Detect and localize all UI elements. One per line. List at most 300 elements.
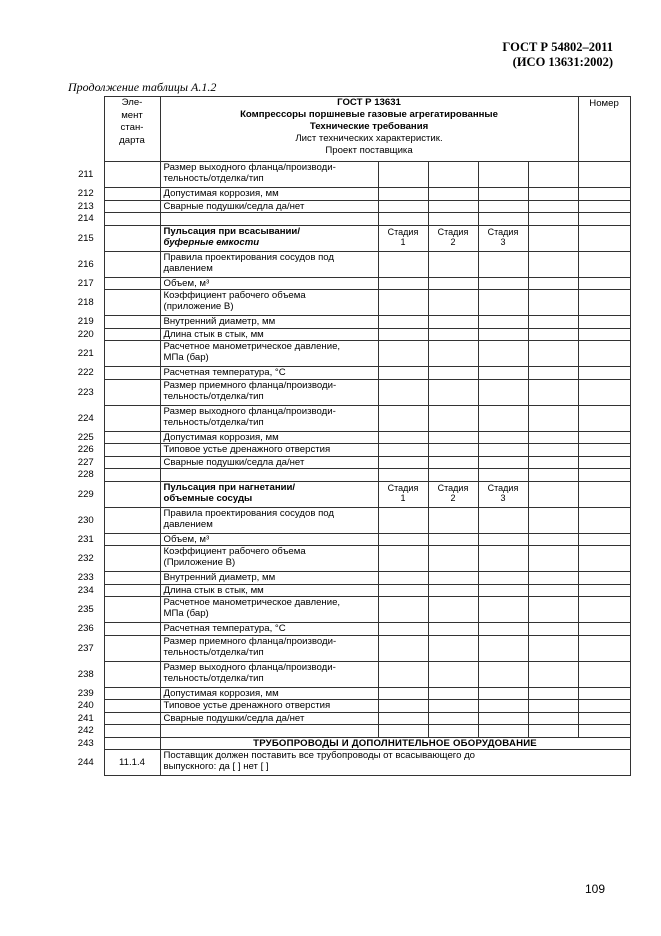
stage-label: 1 <box>400 236 406 247</box>
value-cell[interactable] <box>478 379 528 405</box>
value-cell[interactable] <box>478 687 528 700</box>
table-row <box>68 444 630 457</box>
number-cell[interactable] <box>578 405 630 431</box>
value-cell[interactable] <box>528 341 578 367</box>
value-cell[interactable] <box>378 316 428 329</box>
parameter-description <box>160 277 378 290</box>
standard-element-cell <box>104 251 160 277</box>
stage-label: Стадия <box>437 482 469 493</box>
table-row <box>68 533 630 546</box>
value-cell[interactable] <box>528 290 578 316</box>
value-cell[interactable] <box>478 444 528 457</box>
value-cell[interactable] <box>428 507 478 533</box>
value-cell[interactable] <box>428 635 478 661</box>
number-cell[interactable] <box>578 584 630 597</box>
standard-element-cell <box>104 623 160 636</box>
table-row <box>68 661 630 687</box>
value-cell[interactable] <box>478 469 528 482</box>
row-number: 230 <box>77 514 94 526</box>
value-cell[interactable] <box>378 597 428 623</box>
table-continuation-caption: Продолжение таблицы А.1.2 <box>68 80 217 94</box>
value-cell[interactable] <box>478 316 528 329</box>
description-line: Сварные подушки/седла да/нет <box>163 200 305 212</box>
number-cell[interactable] <box>578 533 630 546</box>
number-cell[interactable] <box>578 469 630 482</box>
value-cell[interactable] <box>528 316 578 329</box>
number-cell[interactable] <box>578 507 630 533</box>
description-line: Допустимая коррозия, мм <box>163 687 279 699</box>
row-number: 221 <box>77 348 94 359</box>
number-cell[interactable] <box>578 572 630 585</box>
stage-label: Стадия <box>387 226 419 237</box>
table-row <box>68 687 630 700</box>
table-row <box>68 367 630 380</box>
standard-element-cell <box>104 737 160 750</box>
value-cell[interactable] <box>478 188 528 201</box>
stage-label: Стадия <box>487 482 519 493</box>
value-cell[interactable] <box>528 687 578 700</box>
number-cell[interactable] <box>578 188 630 201</box>
table-row <box>68 456 630 469</box>
value-cell[interactable] <box>528 700 578 713</box>
table-row <box>68 316 630 329</box>
value-cell[interactable] <box>528 251 578 277</box>
value-cell[interactable] <box>528 405 578 431</box>
table-row <box>68 431 630 444</box>
description-line: давлением <box>163 262 213 274</box>
value-cell[interactable] <box>428 213 478 226</box>
row-number: 239 <box>77 687 94 699</box>
standard-element-cell <box>104 572 160 585</box>
description-line: Пульсация при всасывании/ <box>163 225 300 237</box>
row-number: 236 <box>77 623 94 635</box>
value-cell[interactable] <box>428 328 478 341</box>
value-cell[interactable] <box>378 700 428 713</box>
standard-element-cell <box>104 469 160 482</box>
value-cell[interactable] <box>528 661 578 687</box>
row-number: 220 <box>77 328 94 340</box>
standard-element-cell <box>104 712 160 725</box>
stage-label: Стадия <box>387 482 419 493</box>
row-number: 219 <box>77 316 94 328</box>
value-cell[interactable] <box>478 572 528 585</box>
iso-reference: (ИСО 13631:2002) <box>512 55 613 69</box>
row-number: 231 <box>77 533 94 545</box>
number-cell[interactable] <box>578 597 630 623</box>
value-cell[interactable] <box>528 584 578 597</box>
value-cell[interactable] <box>478 405 528 431</box>
parameter-description <box>160 290 378 316</box>
value-cell[interactable] <box>478 290 528 316</box>
value-cell[interactable] <box>478 367 528 380</box>
value-cell[interactable] <box>478 456 528 469</box>
standard-element-cell <box>104 456 160 469</box>
value-cell[interactable] <box>478 700 528 713</box>
description-line: Коэффициент рабочего объема <box>163 546 306 557</box>
table-row <box>68 572 630 585</box>
value-cell[interactable] <box>478 507 528 533</box>
row-number: 224 <box>77 412 94 424</box>
number-cell[interactable] <box>578 328 630 341</box>
number-cell[interactable] <box>578 225 630 251</box>
description-line: Сварные подушки/седла да/нет <box>163 456 305 468</box>
description-line: Типовое устье дренажного отверстия <box>163 700 331 711</box>
table-row <box>68 750 630 776</box>
value-cell[interactable] <box>428 469 478 482</box>
row-number: 211 <box>78 169 94 180</box>
parameter-description <box>160 251 378 277</box>
row-number: 244 <box>77 757 94 768</box>
standard-element-cell <box>104 379 160 405</box>
value-cell[interactable] <box>528 507 578 533</box>
row-number: 235 <box>77 604 94 615</box>
value-cell[interactable] <box>428 200 478 213</box>
value-cell[interactable] <box>428 456 478 469</box>
parameter-description <box>160 584 378 597</box>
value-cell[interactable] <box>428 277 478 290</box>
row-number: 243 <box>77 737 94 749</box>
parameter-description <box>160 213 378 226</box>
description-line: Коэффициент рабочего объема <box>163 290 306 301</box>
value-cell[interactable] <box>428 700 478 713</box>
parameter-description <box>160 661 378 687</box>
value-cell[interactable] <box>528 533 578 546</box>
table-row <box>68 623 630 636</box>
value-cell[interactable] <box>528 162 578 188</box>
description-line: Правила проектирования сосудов под <box>163 507 335 519</box>
value-cell[interactable] <box>428 379 478 405</box>
number-cell[interactable] <box>578 277 630 290</box>
table-row <box>68 290 630 316</box>
value-cell[interactable] <box>428 251 478 277</box>
row-number: 214 <box>77 213 94 225</box>
value-cell[interactable] <box>428 162 478 188</box>
description-line: тельность/отделка/тип <box>163 672 264 684</box>
parameter-description <box>160 712 378 725</box>
value-cell[interactable] <box>378 635 428 661</box>
table-row <box>68 200 630 213</box>
standard-element-cell <box>104 213 160 226</box>
value-cell[interactable] <box>378 546 428 572</box>
standard-element-cell <box>104 546 160 572</box>
value-cell[interactable] <box>478 584 528 597</box>
number-cell[interactable] <box>578 162 630 188</box>
parameter-description <box>160 469 378 482</box>
value-cell[interactable] <box>378 379 428 405</box>
value-cell[interactable] <box>378 213 428 226</box>
value-cell[interactable] <box>528 623 578 636</box>
standard-element-cell <box>104 507 160 533</box>
value-cell[interactable] <box>528 456 578 469</box>
standard-element-cell <box>104 444 160 457</box>
number-cell[interactable] <box>578 251 630 277</box>
standard-element-cell <box>104 290 160 316</box>
value-cell[interactable] <box>428 546 478 572</box>
description-line: тельность/отделка/тип <box>163 416 264 428</box>
row-number: 226 <box>77 444 94 456</box>
parameter-description <box>160 316 378 329</box>
value-cell[interactable] <box>378 712 428 725</box>
parameter-description <box>160 405 378 431</box>
row-number: 242 <box>77 725 94 737</box>
value-cell[interactable] <box>428 533 478 546</box>
value-cell[interactable] <box>528 213 578 226</box>
value-cell[interactable] <box>528 635 578 661</box>
value-cell[interactable] <box>428 316 478 329</box>
value-cell[interactable] <box>478 533 528 546</box>
table-row <box>68 469 630 482</box>
number-cell[interactable] <box>578 444 630 457</box>
stage-label: Стадия <box>487 226 519 237</box>
description-line: Объем, м³ <box>163 533 210 545</box>
number-cell[interactable] <box>578 661 630 687</box>
value-cell[interactable] <box>428 444 478 457</box>
value-cell[interactable] <box>528 597 578 623</box>
value-cell[interactable] <box>528 431 578 444</box>
description-line: тельность/отделка/тип <box>163 390 264 402</box>
standard-element-cell <box>104 597 160 623</box>
number-cell[interactable] <box>578 379 630 405</box>
value-cell[interactable] <box>528 469 578 482</box>
description-line: объемные сосуды <box>163 492 253 504</box>
description-line: Размер приемного фланца/производи- <box>163 635 337 647</box>
specification-sheet <box>68 96 630 776</box>
value-cell[interactable] <box>378 431 428 444</box>
number-cell[interactable] <box>578 341 630 367</box>
value-cell[interactable] <box>528 712 578 725</box>
value-cell[interactable] <box>528 367 578 380</box>
number-cell[interactable] <box>578 687 630 700</box>
description-line: (приложение В) <box>163 301 234 312</box>
value-cell[interactable] <box>478 661 528 687</box>
value-cell[interactable] <box>478 546 528 572</box>
value-cell[interactable] <box>528 725 578 738</box>
stage-column-1 <box>378 481 428 507</box>
description-line: Поставщик должен поставить все трубопроводы от всасывающего до <box>163 750 476 761</box>
parameter-description <box>160 623 378 636</box>
standard-element-cell <box>104 533 160 546</box>
description-line: МПа (бар) <box>163 352 209 363</box>
standard-element-cell <box>104 635 160 661</box>
table-row <box>68 251 630 277</box>
value-cell[interactable] <box>478 597 528 623</box>
standard-element-cell <box>104 661 160 687</box>
description-line: Расчетная температура, °С <box>163 623 286 634</box>
section-heading <box>160 481 378 507</box>
value-cell[interactable] <box>378 725 428 738</box>
value-cell[interactable] <box>478 623 528 636</box>
description-line: Расчетное манометрическое давление, <box>163 341 341 352</box>
value-cell[interactable] <box>428 405 478 431</box>
number-cell[interactable] <box>578 623 630 636</box>
value-cell[interactable] <box>378 277 428 290</box>
row-number: 234 <box>77 584 94 596</box>
description-line: Длина стык в стык, мм <box>163 584 264 596</box>
description-line: давлением <box>163 518 213 530</box>
number-cell[interactable] <box>578 367 630 380</box>
number-cell[interactable] <box>578 431 630 444</box>
value-cell[interactable] <box>428 597 478 623</box>
number-cell[interactable] <box>578 290 630 316</box>
value-cell[interactable] <box>428 687 478 700</box>
column-header-title: ГОСТ Р 13631 Компрессоры поршневые газовые агрегатированные Технические требования Лист технических характеристик. Проект поставщика <box>160 97 578 162</box>
row-number: 215 <box>77 232 94 244</box>
value-cell[interactable] <box>378 661 428 687</box>
value-cell[interactable] <box>528 379 578 405</box>
value-cell[interactable] <box>528 572 578 585</box>
value-cell[interactable] <box>378 533 428 546</box>
value-cell[interactable] <box>378 162 428 188</box>
value-cell[interactable] <box>428 341 478 367</box>
value-cell[interactable] <box>378 584 428 597</box>
value-cell[interactable] <box>478 200 528 213</box>
value-cell[interactable] <box>378 623 428 636</box>
description-line: Допустимая коррозия, мм <box>163 431 279 443</box>
row-number: 213 <box>77 200 94 212</box>
table-row <box>68 188 630 201</box>
value-cell[interactable] <box>528 481 578 507</box>
stage-label: 2 <box>450 492 456 503</box>
description-line: Расчетное манометрическое давление, <box>163 597 341 608</box>
row-number: 223 <box>77 386 94 398</box>
number-cell[interactable] <box>578 635 630 661</box>
value-cell[interactable] <box>378 572 428 585</box>
row-number: 240 <box>77 700 94 712</box>
number-cell[interactable] <box>578 456 630 469</box>
value-cell[interactable] <box>428 290 478 316</box>
description-line: (Приложение В) <box>163 557 236 568</box>
value-cell[interactable] <box>428 431 478 444</box>
parameter-description <box>160 533 378 546</box>
standard-element-cell <box>104 277 160 290</box>
table-row <box>68 725 630 738</box>
table-row <box>68 405 630 431</box>
value-cell[interactable] <box>478 328 528 341</box>
parameter-description <box>160 546 378 572</box>
parameter-description <box>160 700 378 713</box>
standard-element-cell <box>104 700 160 713</box>
value-cell[interactable] <box>428 712 478 725</box>
value-cell[interactable] <box>478 712 528 725</box>
standard-element-cell <box>104 328 160 341</box>
value-cell[interactable] <box>428 572 478 585</box>
parameter-description <box>160 200 378 213</box>
number-cell[interactable] <box>578 712 630 725</box>
standard-element-cell <box>104 188 160 201</box>
value-cell[interactable] <box>478 251 528 277</box>
value-cell[interactable] <box>378 456 428 469</box>
value-cell[interactable] <box>428 367 478 380</box>
value-cell[interactable] <box>378 328 428 341</box>
value-cell[interactable] <box>378 687 428 700</box>
description-line: Длина стык в стык, мм <box>163 328 264 340</box>
specification-table <box>68 96 631 776</box>
section-heading <box>160 225 378 251</box>
table-row <box>68 379 630 405</box>
stage-label: 2 <box>450 236 456 247</box>
number-cell[interactable] <box>578 546 630 572</box>
description-line: Размер выходного фланца/производи- <box>163 405 336 417</box>
table-row <box>68 328 630 341</box>
table-row <box>68 277 630 290</box>
standard-element-cell <box>104 367 160 380</box>
value-cell[interactable] <box>378 341 428 367</box>
description-line: Типовое устье дренажного отверстия <box>163 444 331 455</box>
number-cell[interactable] <box>578 481 630 507</box>
standard-element-cell <box>104 687 160 700</box>
parameter-description <box>160 379 378 405</box>
description-line: Сварные подушки/седла да/нет <box>163 712 305 724</box>
number-cell[interactable] <box>578 213 630 226</box>
value-cell[interactable] <box>478 213 528 226</box>
value-cell[interactable] <box>528 200 578 213</box>
value-cell[interactable] <box>528 277 578 290</box>
stage-label: 3 <box>500 236 506 247</box>
number-cell[interactable] <box>578 200 630 213</box>
value-cell[interactable] <box>428 188 478 201</box>
value-cell[interactable] <box>428 725 478 738</box>
description-line: МПа (бар) <box>163 608 209 619</box>
value-cell[interactable] <box>428 584 478 597</box>
value-cell[interactable] <box>428 623 478 636</box>
value-cell[interactable] <box>528 444 578 457</box>
value-cell[interactable] <box>478 635 528 661</box>
standard-number: ГОСТ Р 54802–2011 <box>502 40 613 54</box>
parameter-description <box>160 750 630 776</box>
parameter-description <box>160 507 378 533</box>
value-cell[interactable] <box>378 290 428 316</box>
value-cell[interactable] <box>478 341 528 367</box>
stage-column-3 <box>478 225 528 251</box>
row-number: 233 <box>77 572 94 584</box>
value-cell[interactable] <box>378 507 428 533</box>
section-banner: ТРУБОПРОВОДЫ И ДОПОЛНИТЕЛЬНОЕ ОБОРУДОВАНИЕ <box>160 737 630 750</box>
table-row <box>68 712 630 725</box>
value-cell[interactable] <box>378 200 428 213</box>
parameter-description <box>160 572 378 585</box>
number-cell[interactable] <box>578 725 630 738</box>
table-row <box>68 597 630 623</box>
row-number: 241 <box>77 712 94 724</box>
number-cell[interactable] <box>578 316 630 329</box>
value-cell[interactable] <box>428 661 478 687</box>
value-cell[interactable] <box>378 188 428 201</box>
value-cell[interactable] <box>378 444 428 457</box>
description-line: Расчетная температура, °С <box>163 367 286 378</box>
value-cell[interactable] <box>528 188 578 201</box>
value-cell[interactable] <box>528 328 578 341</box>
value-cell[interactable] <box>478 162 528 188</box>
column-header-element: Эле- мент стан- дарта <box>104 97 160 162</box>
table-row <box>68 341 630 367</box>
value-cell[interactable] <box>478 725 528 738</box>
table-row <box>68 546 630 572</box>
column-header-number: Номер <box>578 97 630 162</box>
number-cell[interactable] <box>578 700 630 713</box>
value-cell[interactable] <box>528 225 578 251</box>
stage-label: 1 <box>400 492 406 503</box>
value-cell[interactable] <box>378 469 428 482</box>
value-cell[interactable] <box>478 431 528 444</box>
table-row <box>68 584 630 597</box>
value-cell[interactable] <box>378 251 428 277</box>
value-cell[interactable] <box>378 405 428 431</box>
row-number: 225 <box>77 431 94 443</box>
value-cell[interactable] <box>378 367 428 380</box>
parameter-description <box>160 687 378 700</box>
value-cell[interactable] <box>528 546 578 572</box>
value-cell[interactable] <box>478 277 528 290</box>
